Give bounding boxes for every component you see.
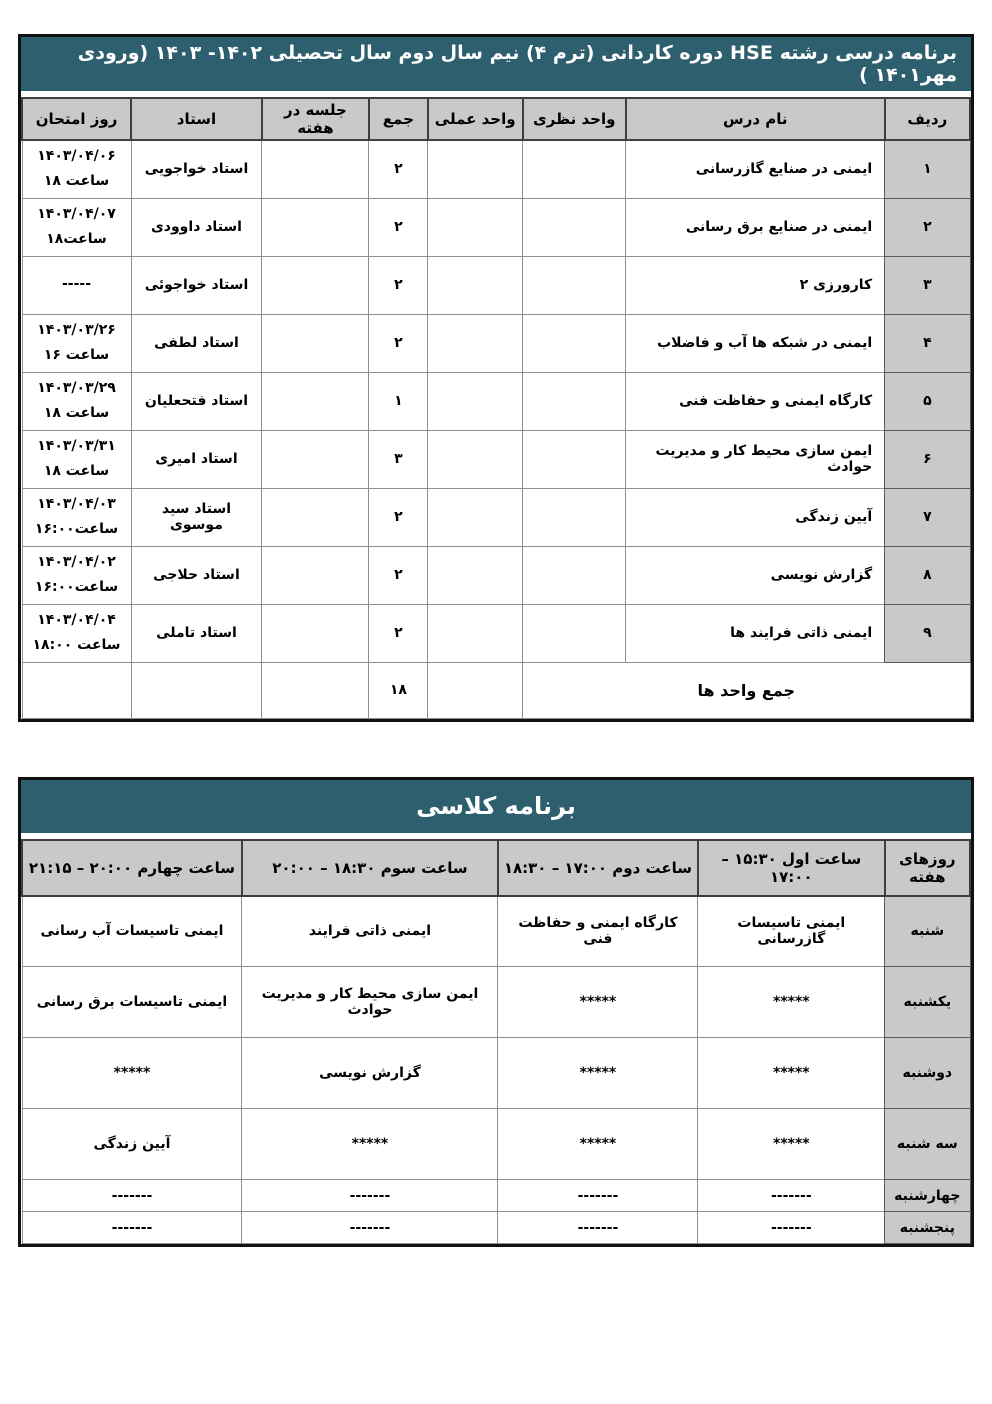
slot3-course: ایمن سازی محیط کار و مدیریت حوادث [242,967,498,1038]
header-teacher: استاد [131,98,262,140]
slot2-course: ***** [498,1109,698,1180]
theory-units [523,488,626,546]
course-row [22,140,970,198]
exam-time: ساعت ۱۶ [43,347,110,363]
total-units-value: ۱۸ [369,662,428,718]
teacher-name: استاد خواجوئی [131,256,262,314]
header-exam-day: روز امتحان [22,98,131,140]
class-table-title: برنامه کلاسی [21,780,971,833]
day-name: دوشنبه [885,1038,970,1109]
practical-units [428,372,523,430]
header-total: جمع [369,98,428,140]
sessions-per-week [262,488,369,546]
schedule-row [22,1212,970,1244]
day-name: پنجشنبه [885,1212,970,1244]
class-schedule-table [18,777,974,1248]
exam-date: ----- [62,276,92,293]
practical-units [428,256,523,314]
header-slot3: ساعت سوم ۱۸:۳۰ – ۲۰:۰۰ [242,840,498,896]
teacher-name: استاد تاملی [131,604,262,662]
exam-day-cell [22,314,131,372]
slot3-course: ------- [242,1212,498,1244]
exam-date: ۱۴۰۳/۰۴/۰۶ [37,148,116,165]
footer-exam-empty [22,662,131,718]
teacher-name: استاد لطفی [131,314,262,372]
schedule-row [22,1038,970,1109]
exam-day-cell [22,372,131,430]
sessions-per-week [262,256,369,314]
sessions-per-week [262,430,369,488]
schedule-table [21,839,971,1245]
header-week-days: روزهای هفته [885,840,970,896]
sessions-per-week [262,314,369,372]
row-number: ۴ [885,314,970,372]
course-name: آیین زندگی [626,488,885,546]
footer-practical-empty [428,662,523,718]
course-row [22,198,970,256]
total-units-row [22,662,970,718]
total-units: ۲ [369,256,428,314]
teacher-name: استاد سید موسوی [131,488,262,546]
exam-day-cell [22,488,131,546]
practical-units [428,314,523,372]
exam-time: ساعت۱۶:۰۰ [34,579,119,595]
row-number: ۲ [885,198,970,256]
teacher-name: استاد خواجویی [131,140,262,198]
footer-sessions-empty [262,662,369,718]
header-slot4: ساعت چهارم ۲۰:۰۰ – ۲۱:۱۵ [22,840,242,896]
slot4-course: آیین زندگی [22,1109,242,1180]
slot1-course: ***** [698,967,885,1038]
course-row [22,604,970,662]
schedule-row [22,967,970,1038]
theory-units [523,372,626,430]
course-name: ایمن سازی محیط کار و مدیریت حوادث [626,430,885,488]
theory-units [523,256,626,314]
exam-date: ۱۴۰۳/۰۳/۳۱ [37,437,116,454]
course-name: گزارش نویسی [626,546,885,604]
theory-units [523,140,626,198]
footer-teacher-empty [131,662,262,718]
exam-date: ۱۴۰۳/۰۳/۲۶ [37,321,116,338]
theory-units [523,430,626,488]
course-name: کارورزی ۲ [626,256,885,314]
sessions-per-week [262,372,369,430]
exam-day-cell [22,198,131,256]
course-name: ایمنی ذاتی فرایند ها [626,604,885,662]
exam-time: ساعت ۱۸ [43,463,110,479]
schedule-row [22,896,970,967]
header-course-name: نام درس [626,98,885,140]
theory-units [523,314,626,372]
row-number: ۸ [885,546,970,604]
theory-units [523,546,626,604]
exam-date: ۱۴۰۳/۰۳/۲۹ [37,379,116,396]
exam-day-cell [22,430,131,488]
exam-date: ۱۴۰۳/۰۴/۰۳ [37,495,116,512]
slot3-course: ------- [242,1180,498,1212]
exam-day-cell [22,140,131,198]
schedule-row [22,1180,970,1212]
course-row [22,372,970,430]
course-row [22,314,970,372]
total-units: ۲ [369,314,428,372]
exam-date: ۱۴۰۳/۰۴/۰۷ [37,205,116,222]
exam-date: ۱۴۰۳/۰۴/۰۴ [37,611,116,628]
theory-units [523,198,626,256]
course-name: ایمنی در شبکه ها آب و فاضلاب [626,314,885,372]
schedule-row [22,1109,970,1180]
exam-day-cell [22,256,131,314]
teacher-name: استاد داوودی [131,198,262,256]
exam-time: ساعت۱۸ [46,231,107,247]
total-units: ۱ [369,372,428,430]
total-units: ۲ [369,488,428,546]
slot4-course: ------- [22,1212,242,1244]
slot1-course: ***** [698,1038,885,1109]
slot2-course: ------- [498,1180,698,1212]
course-row [22,430,970,488]
slot1-course: ***** [698,1109,885,1180]
day-name: یکشنبه [885,967,970,1038]
header-row-no: ردیف [885,98,970,140]
header-sessions-per-week: جلسه در هفته [262,98,369,140]
practical-units [428,198,523,256]
row-number: ۹ [885,604,970,662]
course-table-header-row [22,98,970,140]
header-practical-units: واحد عملی [428,98,523,140]
practical-units [428,140,523,198]
exam-time: ساعت۱۶:۰۰ [34,521,119,537]
slot1-course: ایمنی تاسیسات گازرسانی [698,896,885,967]
course-name: ایمنی در صنایع برق رسانی [626,198,885,256]
slot3-course: گزارش نویسی [242,1038,498,1109]
slot2-course: ***** [498,1038,698,1109]
practical-units [428,488,523,546]
practical-units [428,546,523,604]
day-name: شنبه [885,896,970,967]
exam-day-cell [22,546,131,604]
exam-date: ۱۴۰۳/۰۴/۰۲ [37,553,116,570]
slot4-course: ***** [22,1038,242,1109]
course-table-title: برنامه درسی رشته HSE دوره کاردانی (ترم ۴) نیم سال دوم سال تحصیلی ۱۴۰۲- ۱۴۰۳ (ورودی مهر۱۴۰۱ ) [21,37,971,91]
total-units: ۲ [369,546,428,604]
exam-time: ساعت ۱۸ [43,405,110,421]
total-units-label: جمع واحد ها [523,662,970,718]
course-program-table [18,34,974,722]
teacher-name: استاد حلاجی [131,546,262,604]
row-number: ۳ [885,256,970,314]
course-table [21,97,971,719]
day-name: سه شنبه [885,1109,970,1180]
sessions-per-week [262,140,369,198]
sessions-per-week [262,198,369,256]
header-slot1: ساعت اول ۱۵:۳۰ – ۱۷:۰۰ [698,840,885,896]
schedule-header-row [22,840,970,896]
course-name: کارگاه ایمنی و حفاظت فنی [626,372,885,430]
sessions-per-week [262,546,369,604]
row-number: ۵ [885,372,970,430]
theory-units [523,604,626,662]
slot3-course: ایمنی ذاتی فرایند [242,896,498,967]
slot2-course: کارگاه ایمنی و حفاظت فنی [498,896,698,967]
slot4-course: ایمنی تاسیسات آب رسانی [22,896,242,967]
slot2-course: ------- [498,1212,698,1244]
row-number: ۷ [885,488,970,546]
slot4-course: ایمنی تاسیسات برق رسانی [22,967,242,1038]
slot2-course: ***** [498,967,698,1038]
course-name: ایمنی در صنایع گازرسانی [626,140,885,198]
total-units: ۲ [369,140,428,198]
total-units: ۲ [369,198,428,256]
course-row [22,256,970,314]
practical-units [428,430,523,488]
total-units: ۳ [369,430,428,488]
slot1-course: ------- [698,1212,885,1244]
row-number: ۶ [885,430,970,488]
practical-units [428,604,523,662]
sessions-per-week [262,604,369,662]
slot3-course: ***** [242,1109,498,1180]
slot1-course: ------- [698,1180,885,1212]
header-slot2: ساعت دوم ۱۷:۰۰ – ۱۸:۳۰ [498,840,698,896]
teacher-name: استاد فتحعلیان [131,372,262,430]
course-row [22,488,970,546]
exam-time: ساعت ۱۸ [43,173,110,190]
exam-time: ساعت ۱۸:۰۰ [32,637,121,653]
slot4-course: ------- [22,1180,242,1212]
day-name: چهارشنبه [885,1180,970,1212]
teacher-name: استاد امیری [131,430,262,488]
row-number: ۱ [885,140,970,198]
header-theory-units: واحد نظری [523,98,626,140]
course-row [22,546,970,604]
total-units: ۲ [369,604,428,662]
exam-day-cell [22,604,131,662]
